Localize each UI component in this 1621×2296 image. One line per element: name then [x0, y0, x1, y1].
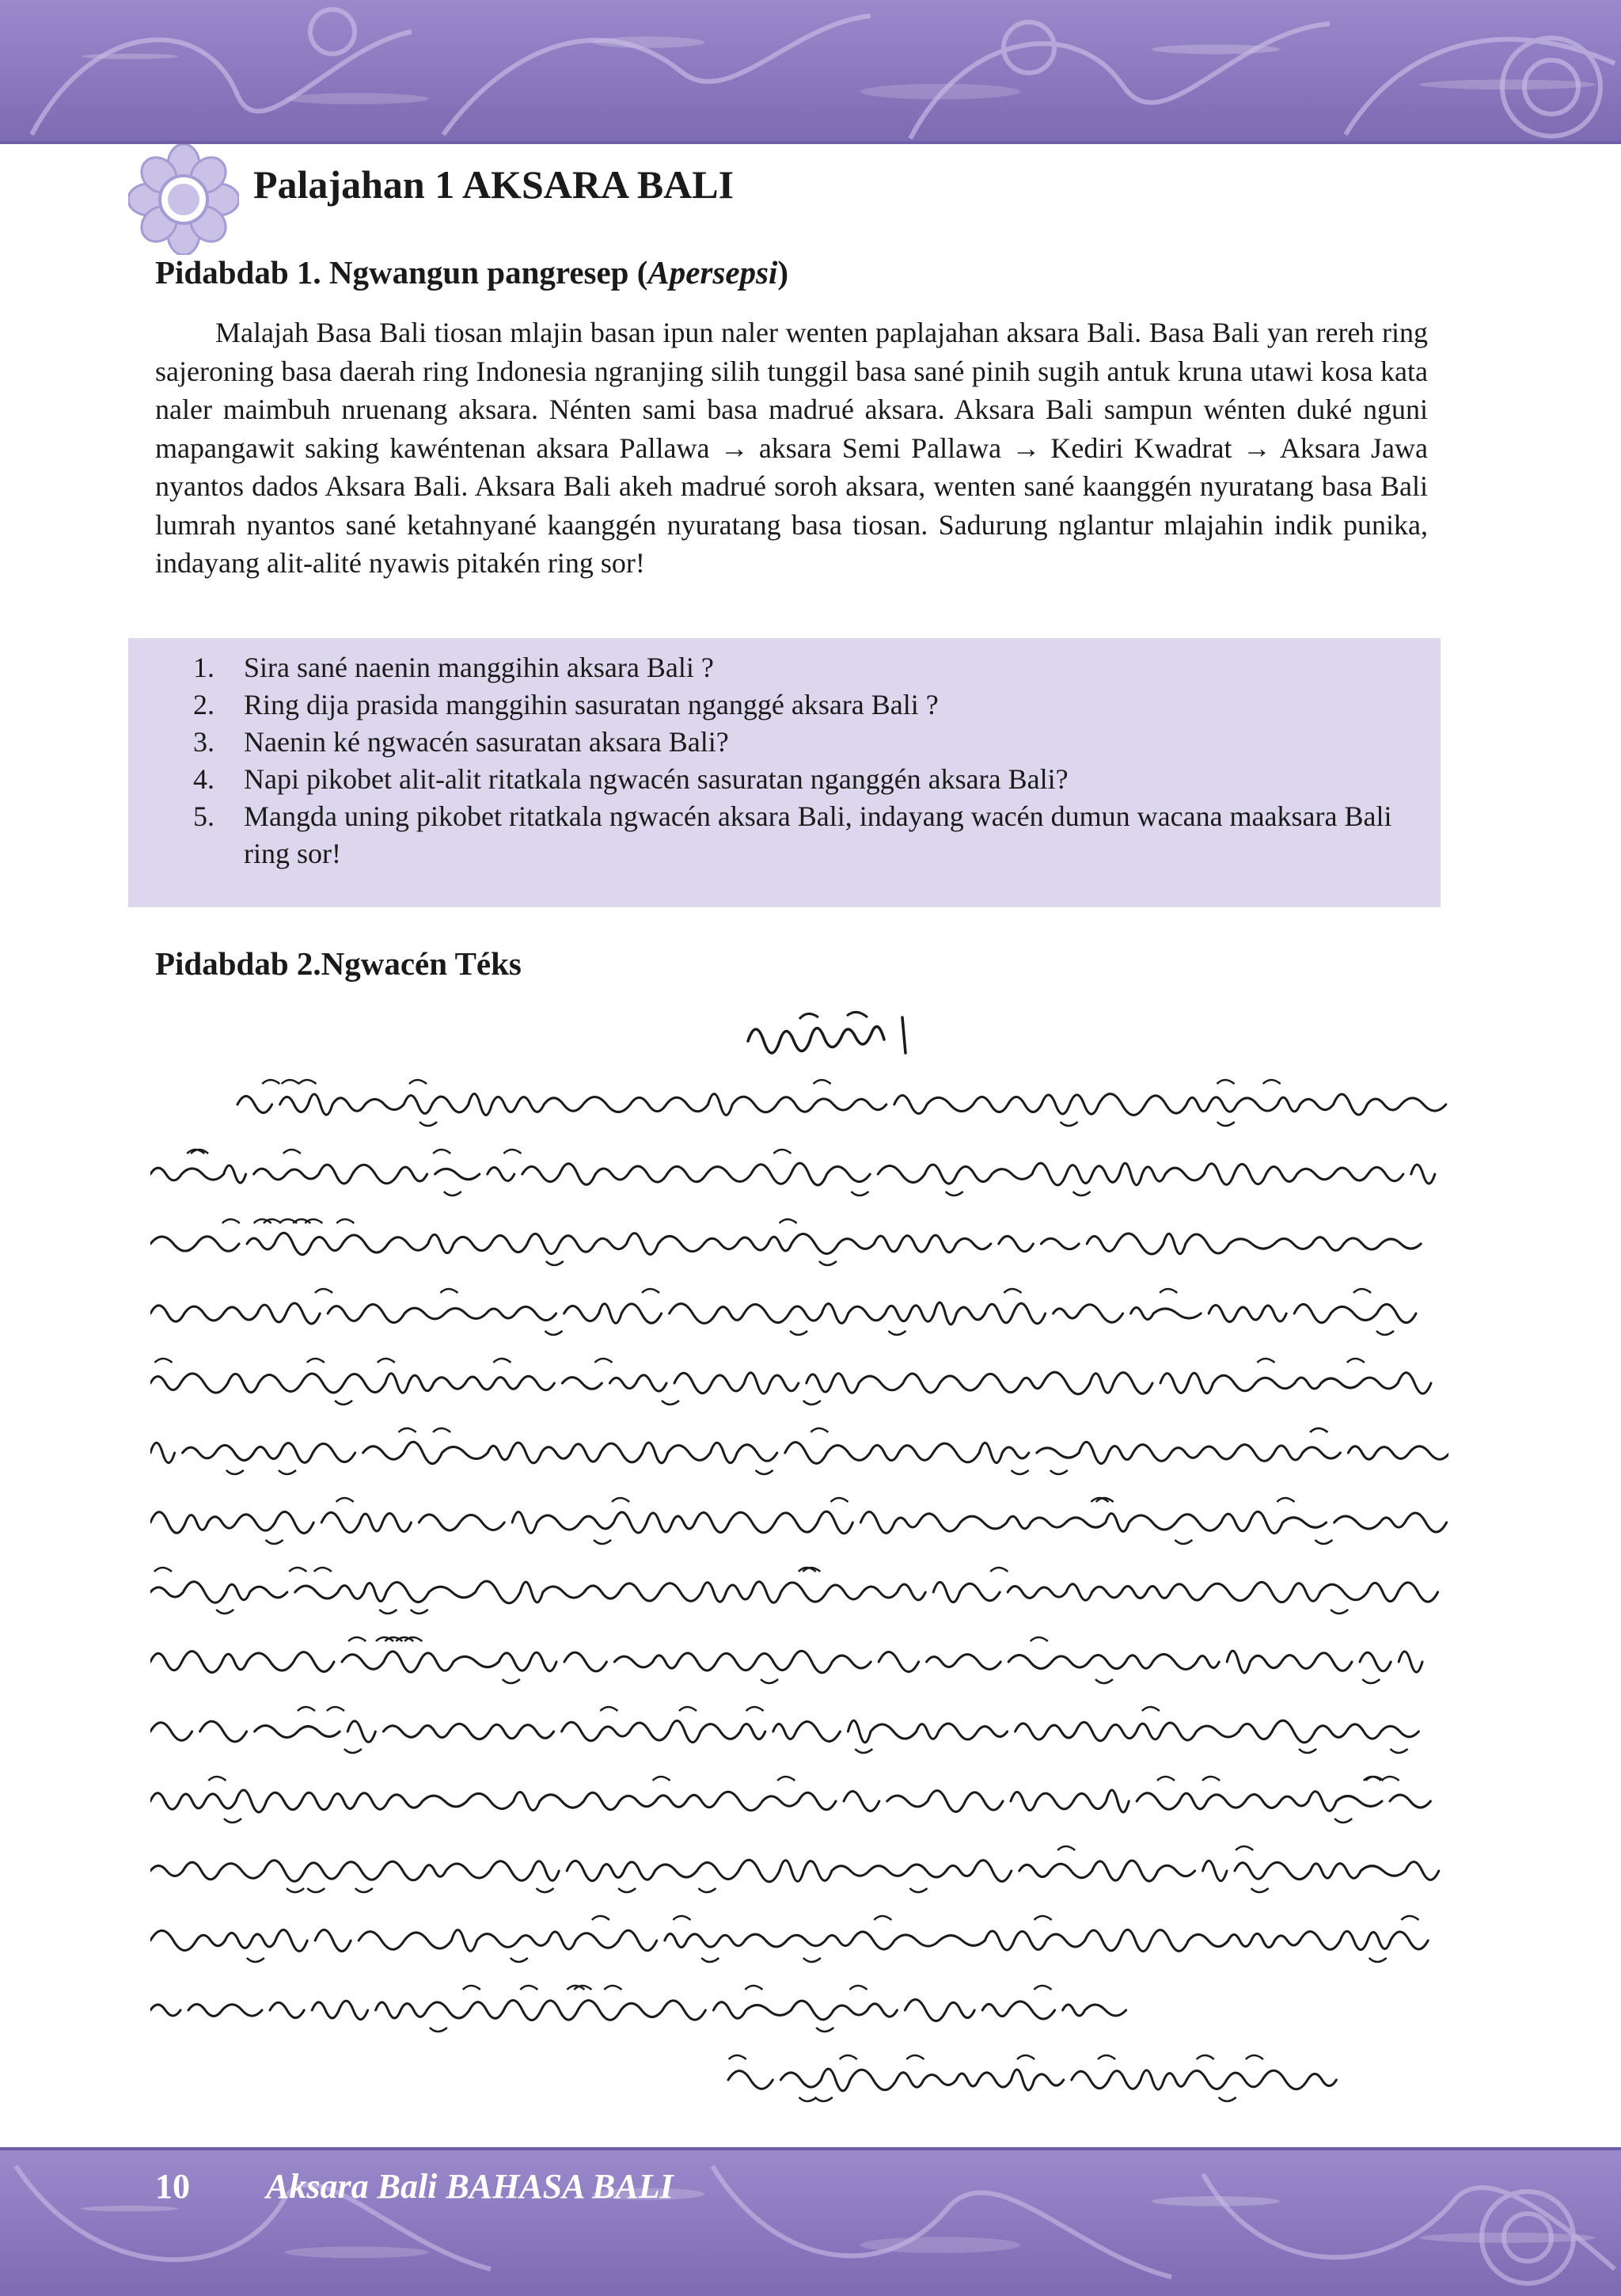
list-item — [193, 761, 1396, 798]
script-diacritic — [399, 1428, 416, 1432]
script-diacritic — [814, 1080, 831, 1084]
script-diacritic — [1382, 1777, 1399, 1781]
script-diacritic — [355, 1888, 373, 1892]
script-diacritic — [773, 1150, 791, 1154]
script-diacritic — [729, 2055, 746, 2059]
balinese-script-title-icon — [744, 1002, 918, 1065]
script-diacritic — [604, 1986, 621, 1990]
list-item — [193, 798, 1396, 872]
script-diacritic — [1257, 1359, 1274, 1363]
footer-decorative-band — [0, 2147, 1621, 2296]
script-diacritic — [850, 1986, 867, 1990]
script-diacritic — [653, 1777, 670, 1781]
script-diacritic — [612, 1498, 629, 1502]
script-diacritic — [283, 1150, 301, 1154]
script-diacritic — [673, 1916, 690, 1920]
script-diacritic — [226, 1470, 244, 1474]
script-diacritic — [282, 1080, 299, 1084]
script-diacritic — [546, 1261, 564, 1265]
question-text: Naenin ké ngwacén sasuratan aksara Bali? — [244, 726, 729, 758]
script-diacritic — [279, 1470, 296, 1474]
script-diacritic — [216, 1610, 233, 1614]
script-diacritic — [1246, 2055, 1263, 2059]
script-diacritic — [503, 1150, 521, 1154]
script-diacritic — [595, 1359, 613, 1363]
script-diacritic — [155, 1359, 173, 1363]
script-diacritic — [299, 1080, 317, 1084]
script-diacritic — [790, 1331, 807, 1335]
script-line — [150, 1720, 1418, 1743]
script-diacritic — [851, 1192, 868, 1196]
script-diacritic — [1160, 1289, 1177, 1293]
script-line — [150, 1511, 1447, 1534]
script-diacritic — [1031, 1637, 1048, 1641]
script-diacritic — [247, 1958, 264, 1962]
script-diacritic — [910, 1888, 928, 1892]
question-text: Mangda uning pikobet ritatkala ngwacén aksara Bali, indayang wacén dumun wacana maaksara Bali ring sor! — [244, 800, 1392, 869]
batik-pattern-icon — [0, 2150, 1621, 2296]
page-number: 10 — [155, 2167, 190, 2206]
list-item — [193, 724, 1396, 761]
script-diacritic — [444, 1192, 461, 1196]
script-diacritic — [777, 1777, 795, 1781]
script-diacritic — [411, 1610, 428, 1614]
script-line — [150, 1790, 1438, 1812]
footer-book-title: Aksara Bali BAHASA BALI — [266, 2167, 674, 2206]
script-diacritic — [874, 1916, 891, 1920]
script-diacritic — [1142, 1707, 1160, 1711]
script-diacritic — [1057, 1846, 1075, 1850]
script-diacritic — [1353, 1289, 1371, 1293]
script-diacritic — [699, 1888, 716, 1892]
script-diacritic — [222, 1219, 240, 1223]
script-diacritic — [815, 2097, 833, 2101]
list-item — [193, 686, 1396, 724]
script-diacritic — [289, 1568, 306, 1572]
script-diacritic — [336, 1219, 354, 1223]
section-heading-ngwacen-teks: Pidabdab 2.Ngwacén Téks — [155, 945, 522, 982]
header-decorative-band — [0, 0, 1621, 144]
section-heading-apersepsi — [155, 253, 788, 291]
flower-emblem-icon — [128, 144, 239, 255]
lesson-heading — [128, 144, 1426, 255]
script-diacritic — [1157, 1777, 1175, 1781]
script-diacritic — [327, 1707, 344, 1711]
script-diacritic — [799, 2097, 817, 2101]
script-diacritic — [307, 1888, 325, 1892]
script-diacritic — [831, 1498, 848, 1502]
script-diacritic — [1017, 2055, 1034, 2059]
script-diacritic — [336, 1498, 354, 1502]
script-diacritic — [1334, 1819, 1352, 1823]
script-diacritic — [335, 1401, 352, 1405]
script-diacritic — [889, 1331, 906, 1335]
script-diacritic — [1175, 1540, 1192, 1544]
script-diacritic — [1219, 2097, 1236, 2101]
script-line — [150, 1163, 1435, 1185]
script-diacritic — [433, 1428, 450, 1432]
script-diacritic — [1376, 1331, 1394, 1335]
script-diacritic — [433, 1150, 450, 1154]
script-diacritic — [701, 1958, 719, 1962]
script-diacritic — [315, 1289, 332, 1293]
script-diacritic — [840, 2055, 857, 2059]
intro-paragraph: Malajah Basa Bali tiosan mlajin basan ipun naler wenten paplajahan aksara Bali. Basa Bali yan rereh ring sajeroning basa daerah ring Indonesia ngranjing silih tunggil basa sané pinih sugih antuk kruna utawi kosa kata naler maimbuh nruenang aksara. Nénten sami basa madrué aksara. Aksara Bali sampun wénten duké nguni mapangawit saking kawéntenan aksara Pallawa → aksara Semi Pallawa → Kediri Kwadrat → Aksara Jawa nyantos dados Aksara Bali. Aksara Bali akeh madrué soroh aksara, wenten sané kaanggén nyuratang basa Bali lumrah nyantos sané ketahnyané kaanggén nyuratang basa tiosan. Sadurung nglantur mlajahin indik punika, indayang alit-alité nyawis pitakén ring sor! — [155, 317, 1428, 579]
script-diacritic — [262, 1080, 279, 1084]
script-diacritic — [224, 1819, 241, 1823]
script-diacritic — [154, 1568, 172, 1572]
script-diacritic — [803, 1401, 821, 1405]
script-diacritic — [1299, 1749, 1316, 1753]
script-diacritic — [266, 1540, 283, 1544]
script-line — [150, 1372, 1431, 1394]
script-diacritic — [307, 1359, 325, 1363]
script-diacritic — [503, 1679, 520, 1683]
script-diacritic — [679, 1707, 697, 1711]
section-heading-text: Pidabdab 1. Ngwangun pangresep ( — [155, 254, 648, 291]
questions-list — [193, 649, 1396, 872]
script-line — [150, 1999, 1126, 2020]
script-diacritic — [946, 1192, 963, 1196]
question-number: 4. — [193, 763, 214, 795]
script-diacritic — [819, 1261, 837, 1265]
script-diacritic — [810, 1428, 828, 1432]
script-diacritic — [1098, 2055, 1115, 2059]
question-text: Sira sané naenin manggihin aksara Bali ? — [244, 652, 714, 683]
script-diacritic — [1277, 1498, 1294, 1502]
script-diacritic — [1251, 1888, 1269, 1892]
script-diacritic — [379, 1610, 397, 1614]
batik-pattern-icon — [0, 0, 1621, 141]
script-diacritic — [409, 1080, 427, 1084]
script-diacritic — [1401, 1916, 1418, 1920]
script-diacritic — [1202, 1777, 1220, 1781]
questions-box — [128, 638, 1441, 907]
script-diacritic — [1331, 1610, 1348, 1614]
script-diacritic — [803, 1958, 821, 1962]
script-diacritic — [618, 1888, 636, 1892]
balinese-script-passage-icon — [150, 1073, 1448, 2157]
script-diacritic — [1217, 1122, 1235, 1126]
question-number: 1. — [193, 652, 214, 683]
question-number: 2. — [193, 689, 214, 720]
script-diacritic — [1034, 1916, 1052, 1920]
script-diacritic — [855, 1749, 872, 1753]
script-line — [150, 1860, 1439, 1882]
script-diacritic — [430, 2028, 447, 2032]
script-diacritic — [1391, 1749, 1408, 1753]
script-diacritic — [1362, 1679, 1380, 1683]
script-diacritic — [1061, 1122, 1078, 1126]
script-diacritic — [287, 1888, 304, 1892]
script-diacritic — [816, 2028, 833, 2032]
section-heading-close: ) — [777, 254, 789, 291]
script-line — [237, 1094, 1448, 1116]
script-diacritic — [1004, 1289, 1021, 1293]
script-diacritic — [440, 1289, 457, 1293]
script-diacritic — [1217, 1080, 1235, 1084]
script-diacritic — [520, 1986, 537, 1990]
script-diacritic — [493, 1359, 511, 1363]
script-diacritic — [990, 1568, 1008, 1572]
script-diacritic — [511, 1958, 528, 1962]
script-line — [150, 1302, 1424, 1325]
script-diacritic — [545, 1331, 563, 1335]
script-diacritic — [756, 1470, 773, 1474]
script-diacritic — [378, 1359, 395, 1363]
page-title: Palajahan 1 AKSARA BALI — [253, 162, 735, 207]
section-heading-italic: Apersepsi — [647, 254, 778, 291]
script-line — [150, 1929, 1428, 1951]
script-diacritic — [298, 1707, 315, 1711]
script-diacritic — [463, 1986, 480, 1990]
script-diacritic — [344, 1749, 362, 1753]
script-diacritic — [642, 1289, 659, 1293]
script-diacritic — [208, 1777, 226, 1781]
script-diacritic — [780, 1219, 797, 1223]
script-diacritic — [592, 1916, 609, 1920]
script-diacritic — [1236, 1846, 1253, 1850]
script-diacritic — [745, 1986, 762, 1990]
script-diacritic — [761, 1679, 778, 1683]
script-diacritic — [746, 1707, 764, 1711]
script-diacritic — [1095, 1679, 1113, 1683]
script-line — [150, 1233, 1421, 1254]
script-diacritic — [537, 1888, 554, 1892]
script-line — [150, 1651, 1422, 1673]
list-item — [193, 649, 1396, 686]
script-diacritic — [1315, 1540, 1333, 1544]
script-line — [150, 1442, 1448, 1464]
script-diacritic — [594, 1540, 611, 1544]
script-diacritic — [1012, 1470, 1029, 1474]
script-line — [728, 2069, 1336, 2091]
script-diacritic — [1347, 1359, 1365, 1363]
script-diacritic — [1369, 1958, 1387, 1962]
script-diacritic — [348, 1637, 366, 1641]
script-diacritic — [1197, 2055, 1214, 2059]
script-diacritic — [314, 1568, 332, 1572]
script-diacritic — [662, 1401, 679, 1405]
script-diacritic — [600, 1707, 617, 1711]
script-diacritic — [1073, 1192, 1091, 1196]
script-diacritic — [1263, 1080, 1281, 1084]
question-number: 5. — [193, 800, 214, 832]
script-diacritic — [1050, 1470, 1068, 1474]
question-number: 3. — [193, 726, 214, 758]
script-line — [150, 1581, 1438, 1603]
question-text: Napi pikobet alit-alit ritatkala ngwacén sasuratan nganggén aksara Bali? — [244, 763, 1069, 795]
script-diacritic — [419, 1122, 437, 1126]
script-diacritic — [906, 2055, 924, 2059]
script-diacritic — [1034, 1986, 1051, 1990]
question-text: Ring dija prasida manggihin sasuratan nganggé aksara Bali ? — [244, 689, 939, 720]
